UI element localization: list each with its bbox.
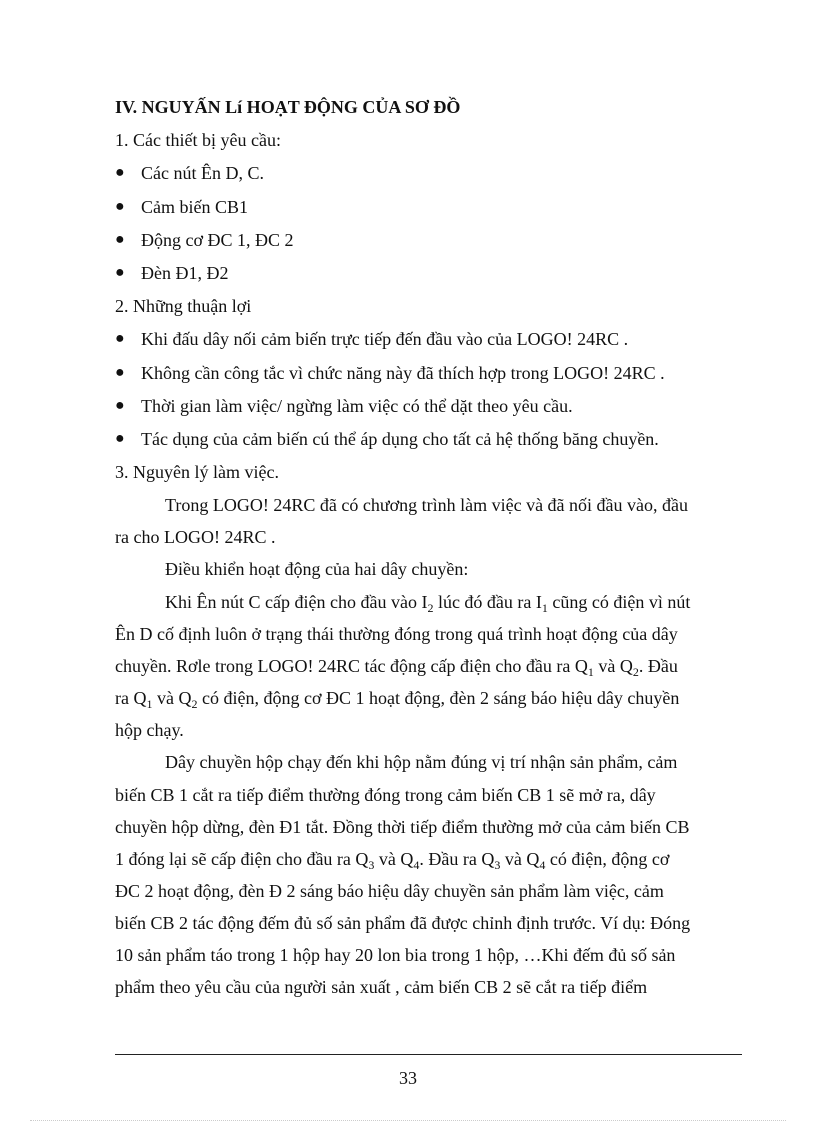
paragraph-line: phẩm theo yêu cầu của người sản xuất , cảm biến CB 2 sẽ cắt ra tiếp điểm xyxy=(115,977,648,997)
list-item-text: Động cơ ĐC 1, ĐC 2 xyxy=(141,230,294,250)
paragraph-line: Trong LOGO! 24RC đã có chương trình làm việc và đã nối đầu vào, đầu xyxy=(165,495,689,515)
page-number: 33 xyxy=(399,1068,417,1088)
footer-divider xyxy=(115,1054,742,1055)
list-item-text: Thời gian làm việc/ ngừng làm việc có thể dặt theo yêu cầu. xyxy=(141,396,573,416)
paragraph-line: ĐC 2 hoạt động, đèn Đ 2 sáng báo hiệu dây chuyền sản phẩm làm việc, cảm xyxy=(115,881,664,901)
paragraph-line: biến CB 2 tác động đếm đủ số sản phẩm đã được chỉnh định trước. Ví dụ: Đóng xyxy=(115,913,691,933)
paragraph-line: biến CB 1 cắt ra tiếp điểm thường đóng trong cảm biến CB 1 sẽ mở ra, dây xyxy=(115,785,656,805)
paragraph-line: ra $Q_1$ và $Q_2$ có điện, động cơ ĐC 1 hoạt động, đèn 2 sáng báo hiệu dây chuyền xyxy=(115,688,680,711)
section3-title: 3. Nguyên lý làm việc. xyxy=(115,462,279,482)
list-item-text: Không cần công tắc vì chức năng này đã thích hợp trong LOGO! 24RC . xyxy=(141,363,665,383)
paragraph-line: chuyền. Rơle trong LOGO! 24RC tác động cấp điện cho đầu ra $Q_1$ và $Q_2$. Đầu xyxy=(115,656,678,679)
bullet-icon: ● xyxy=(115,264,125,281)
list-item-text: Đèn Đ1, Đ2 xyxy=(141,263,229,283)
bullet-icon: ● xyxy=(115,397,125,414)
page-edge-divider xyxy=(30,1120,786,1121)
paragraph-line: Điều khiển hoạt động của hai dây chuyền: xyxy=(165,559,469,579)
list-item-text: Khi đấu dây nối cảm biến trực tiếp đến đầu vào của LOGO! 24RC . xyxy=(141,329,629,349)
section1-title: 1. Các thiết bị yêu cầu: xyxy=(115,130,281,150)
paragraph-line: 10 sản phẩm táo trong 1 hộp hay 20 lon bia trong 1 hộp, …Khi đếm đủ số sản xyxy=(115,945,676,965)
paragraph-line: 1 đóng lại sẽ cấp điện cho đầu ra $Q_3$ và $Q_4$. Đầu ra $Q_3$ và $Q_4$ có điện, động cơ xyxy=(115,849,670,872)
bullet-icon: ● xyxy=(115,164,125,181)
bullet-icon: ● xyxy=(115,430,125,447)
section2-title: 2. Những thuận lợi xyxy=(115,296,252,316)
bullet-icon: ● xyxy=(115,231,125,248)
list-item-text: Tác dụng của cảm biến cú thể áp dụng cho tất cả hệ thống băng chuyền. xyxy=(141,429,659,449)
paragraph-line: Dây chuyền hộp chạy đến khi hộp nằm đúng vị trí nhận sản phẩm, cảm xyxy=(165,752,678,772)
paragraph-line: Khi Ên nút C cấp điện cho đầu vào $I_2$ lúc đó đầu ra $I_1$ cũng có điện vì nút xyxy=(165,592,691,615)
paragraph-line: hộp chạy. xyxy=(115,720,184,740)
list-item-text: Cảm biến CB1 xyxy=(141,197,248,217)
paragraph-line: ra cho LOGO! 24RC . xyxy=(115,527,276,547)
bullet-icon: ● xyxy=(115,330,125,347)
paragraph-line: Ên D cố định luôn ở trạng thái thường đóng trong quá trình hoạt động của dây xyxy=(115,624,678,644)
bullet-icon: ● xyxy=(115,198,125,215)
list-item-text: Các nút Ên D, C. xyxy=(141,163,264,183)
paragraph-line: chuyền hộp dừng, đèn Đ1 tắt. Đồng thời tiếp điểm thường mở của cảm biến CB xyxy=(115,817,690,837)
bullet-icon: ● xyxy=(115,364,125,381)
section-heading: IV. NGUYẤN Lí HOẠT ĐỘNG CỦA SƠ ĐỒ xyxy=(115,97,461,117)
